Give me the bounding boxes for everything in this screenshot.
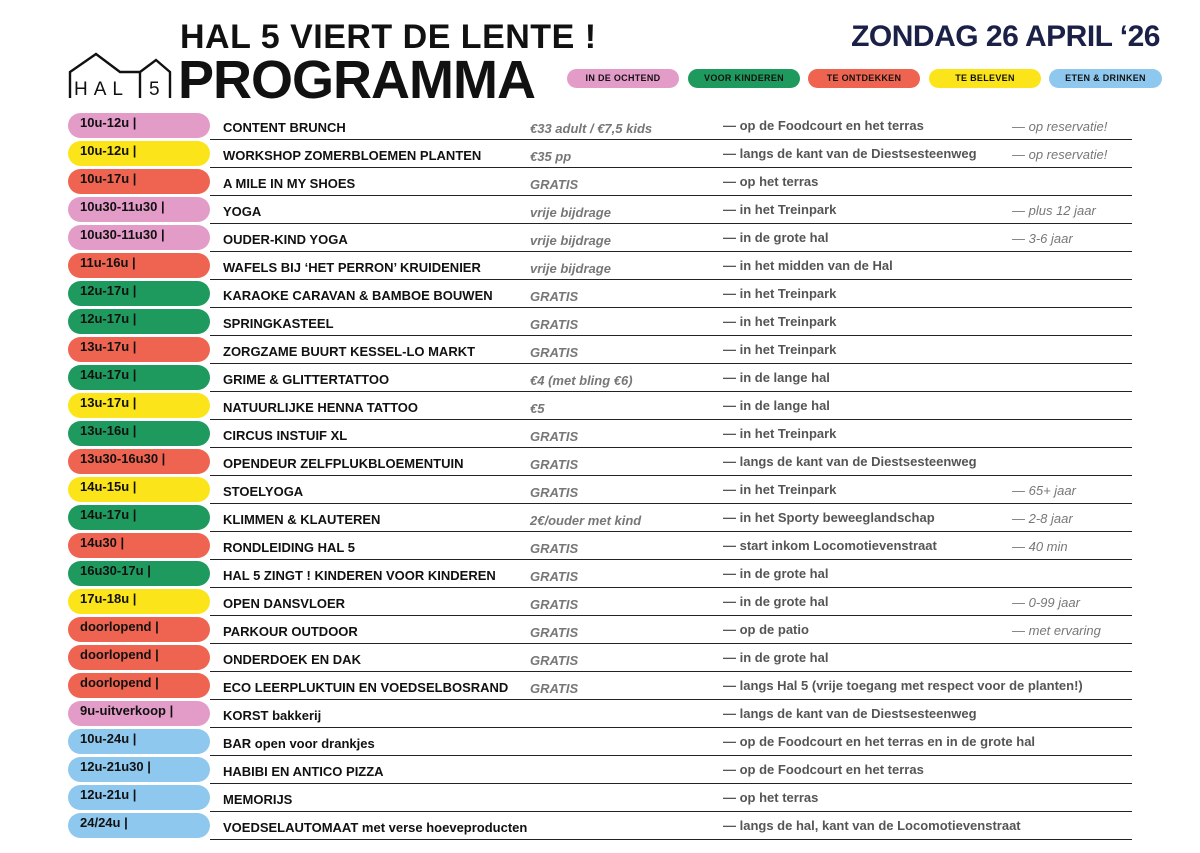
logo-text-hal: HAL [74,79,129,100]
activity-price: GRATIS [530,345,579,360]
time-pill: 10u-12u | [68,113,210,138]
time-pill: 14u-17u | [68,505,210,530]
activity-price: €4 (met bling €6) [530,373,633,388]
time-pill: 14u-17u | [68,365,210,390]
time-pill: 24/24u | [68,813,210,838]
time-pill: 12u-17u | [68,281,210,306]
activity-price: GRATIS [530,597,579,612]
program-row [0,728,1200,756]
activity-name: HABIBI EN ANTICO PIZZA [223,764,384,779]
time-pill: 10u30-11u30 | [68,197,210,222]
activity-name: WORKSHOP ZOMERBLOEMEN PLANTEN [223,148,482,163]
time-pill: doorlopend | [68,617,210,642]
activity-location: — langs de kant van de Diestsesteenweg [723,706,977,721]
time-pill: 13u30-16u30 | [68,449,210,474]
program-row [0,700,1200,728]
activity-location: — langs Hal 5 (vrije toegang met respect voor de planten!) [723,678,1083,693]
activity-price: vrije bijdrage [530,233,611,248]
program-row [0,420,1200,448]
time-pill: 12u-21u | [68,785,210,810]
activity-location: — in het Treinpark [723,314,837,329]
legend-item: ETEN & DRINKEN [1049,69,1162,88]
activity-location: — in de grote hal [723,650,829,665]
activity-location: — langs de hal, kant van de Locomotievenstraat [723,818,1021,833]
program-row [0,392,1200,420]
activity-note: — 3-6 jaar [1012,231,1073,246]
activity-location: — op het terras [723,790,819,805]
time-pill: 13u-17u | [68,393,210,418]
activity-location: — in het Treinpark [723,202,837,217]
activity-name: RONDLEIDING HAL 5 [223,540,355,555]
activity-location: — in de grote hal [723,230,829,245]
activity-location: — in het Sporty beweeglandschap [723,510,935,525]
activity-location: — start inkom Locomotievenstraat [723,538,937,553]
activity-name: KORST bakkerij [223,708,322,723]
activity-name: ZORGZAME BUURT KESSEL-LO MARKT [223,344,476,359]
activity-note: — 0-99 jaar [1012,595,1080,610]
program-row [0,784,1200,812]
program-row [0,532,1200,560]
activity-location: — in het Treinpark [723,286,837,301]
time-pill: 10u-17u | [68,169,210,194]
activity-price: GRATIS [530,317,579,332]
program-row [0,560,1200,588]
time-pill: 16u30-17u | [68,561,210,586]
activity-price: vrije bijdrage [530,205,611,220]
activity-price: 2€/ouder met kind [530,513,642,528]
activity-name: PARKOUR OUTDOOR [223,624,358,639]
activity-location: — langs de kant van de Diestsesteenweg [723,146,977,161]
activity-name: WAFELS BIJ ‘HET PERRON’ KRUIDENIER [223,260,481,275]
activity-name: SPRINGKASTEEL [223,316,334,331]
event-date: ZONDAG 26 APRIL ‘26 [851,20,1160,53]
time-pill: 14u30 | [68,533,210,558]
activity-name: CIRCUS INSTUIF XL [223,428,348,443]
row-divider [210,839,1132,840]
activity-price: GRATIS [530,653,579,668]
time-pill: 14u-15u | [68,477,210,502]
category-legend [0,69,1200,89]
activity-location: — in de grote hal [723,594,829,609]
activity-note: — 40 min [1012,539,1068,554]
page-title: HAL 5 VIERT DE LENTE ! [180,18,597,56]
activity-location: — op de Foodcourt en het terras [723,118,924,133]
activity-name: OPEN DANSVLOER [223,596,346,611]
activity-location: — op de Foodcourt en het terras en in de grote hal [723,734,1036,749]
program-row [0,672,1200,700]
program-row [0,644,1200,672]
time-pill: 12u-17u | [68,309,210,334]
activity-price: GRATIS [530,681,579,696]
activity-name: A MILE IN MY SHOES [223,176,356,191]
time-pill: doorlopend | [68,645,210,670]
time-pill: 10u30-11u30 | [68,225,210,250]
activity-location: — in het Treinpark [723,426,837,441]
activity-location: — in het Treinpark [723,342,837,357]
activity-location: — in het midden van de Hal [723,258,893,273]
activity-note: — met ervaring [1012,623,1101,638]
program-row [0,476,1200,504]
activity-name: VOEDSELAUTOMAAT met verse hoeveproducten [223,820,528,835]
program-row [0,336,1200,364]
activity-location: — in de lange hal [723,370,830,385]
activity-location: — op de patio [723,622,809,637]
activity-price: GRATIS [530,485,579,500]
program-row [0,280,1200,308]
time-pill: doorlopend | [68,673,210,698]
program-row [0,588,1200,616]
activity-name: STOELYOGA [223,484,304,499]
activity-note: — 2-8 jaar [1012,511,1073,526]
legend-item: TE ONTDEKKEN [808,69,920,88]
activity-location: — in de lange hal [723,398,830,413]
activity-price: vrije bijdrage [530,261,611,276]
legend-item: VOOR KINDEREN [688,69,800,88]
activity-price: €5 [530,401,545,416]
program-row [0,224,1200,252]
time-pill: 11u-16u | [68,253,210,278]
time-pill: 10u-24u | [68,729,210,754]
activity-price: GRATIS [530,625,579,640]
activity-location: — op de Foodcourt en het terras [723,762,924,777]
activity-price: GRATIS [530,177,579,192]
time-pill: 13u-16u | [68,421,210,446]
activity-name: YOGA [223,204,262,219]
activity-name: OPENDEUR ZELFPLUKBLOEMENTUIN [223,456,464,471]
activity-location: — in de grote hal [723,566,829,581]
activity-name: BAR open voor drankjes [223,736,375,751]
program-row [0,140,1200,168]
activity-note: — op reservatie! [1012,119,1108,134]
program-row [0,448,1200,476]
activity-location: — langs de kant van de Diestsesteenweg [723,454,977,469]
activity-note: — plus 12 jaar [1012,203,1096,218]
program-row [0,504,1200,532]
activity-name: GRIME & GLITTERTATTOO [223,372,390,387]
activity-name: KLIMMEN & KLAUTEREN [223,512,381,527]
time-pill: 9u-uitverkoop | [68,701,210,726]
program-row [0,112,1200,140]
activity-name: KARAOKE CARAVAN & BAMBOE BOUWEN [223,288,493,303]
activity-price: GRATIS [530,429,579,444]
program-row [0,168,1200,196]
activity-name: ECO LEERPLUKTUIN EN VOEDSELBOSRAND [223,680,509,695]
activity-name: NATUURLIJKE HENNA TATTOO [223,400,418,415]
activity-price: €33 adult / €7,5 kids [530,121,653,136]
time-pill: 12u-21u30 | [68,757,210,782]
activity-name: HAL 5 ZINGT ! KINDEREN VOOR KINDEREN [223,568,496,583]
activity-location: — in het Treinpark [723,482,837,497]
page-subtitle: PROGRAMMA [178,50,535,110]
activity-name: OUDER-KIND YOGA [223,232,348,247]
activity-note: — 65+ jaar [1012,483,1076,498]
activity-price: GRATIS [530,457,579,472]
logo-text-5: 5 [149,79,160,100]
activity-name: ONDERDOEK EN DAK [223,652,361,667]
program-row [0,252,1200,280]
legend-item: TE BELEVEN [929,69,1041,88]
activity-price: €35 pp [530,149,572,164]
time-pill: 13u-17u | [68,337,210,362]
legend-item: IN DE OCHTEND [567,69,679,88]
program-row [0,196,1200,224]
program-row [0,364,1200,392]
time-pill: 17u-18u | [68,589,210,614]
activity-note: — op reservatie! [1012,147,1108,162]
activity-price: GRATIS [530,569,579,584]
activity-price: GRATIS [530,289,579,304]
activity-price: GRATIS [530,541,579,556]
program-row [0,308,1200,336]
program-row [0,756,1200,784]
program-row [0,616,1200,644]
program-row [0,812,1200,840]
activity-name: MEMORIJS [223,792,293,807]
activity-name: CONTENT BRUNCH [223,120,346,135]
time-pill: 10u-12u | [68,141,210,166]
activity-location: — op het terras [723,174,819,189]
